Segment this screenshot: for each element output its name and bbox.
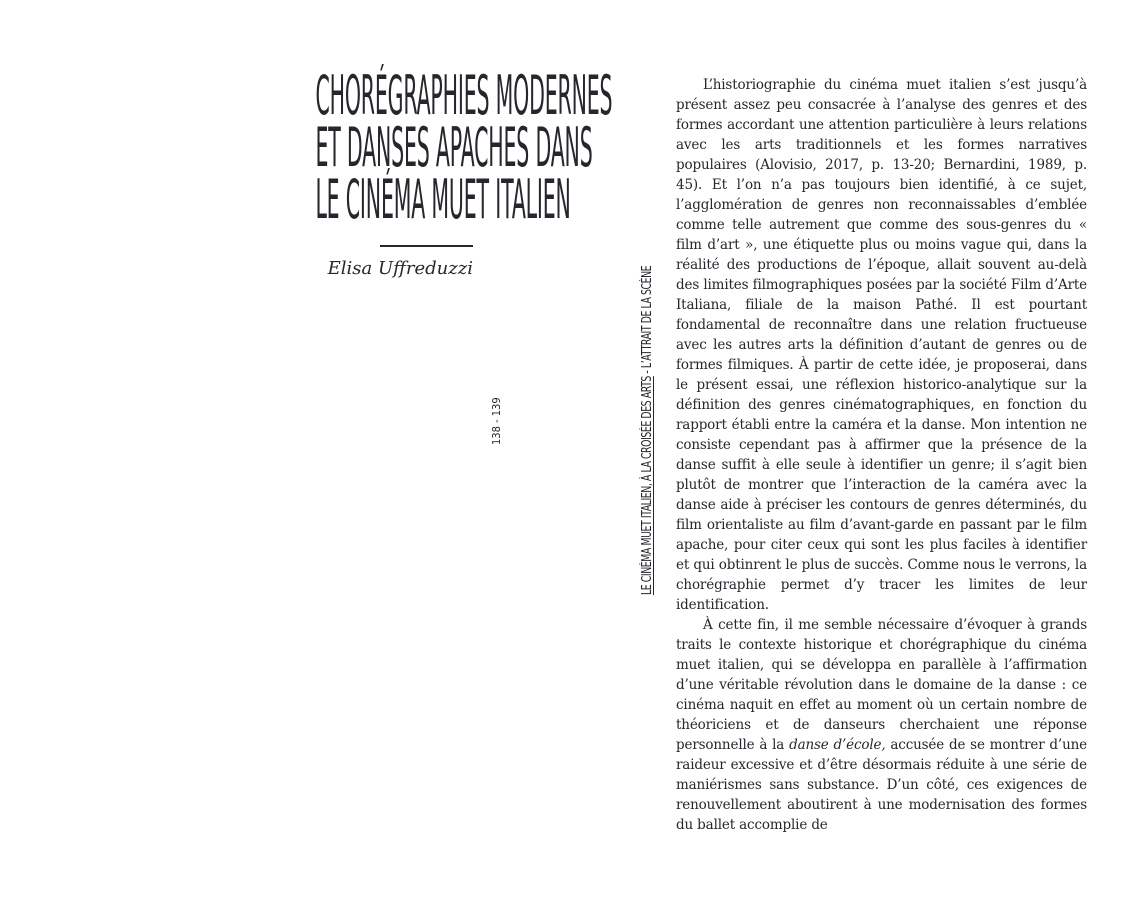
- page-numbers: 138 - 139: [490, 397, 503, 445]
- chapter-title-line-2: ET DANSES APACHES DANS: [315, 116, 593, 179]
- paragraph-2: [676, 615, 1087, 835]
- paragraph-2-text-b: accusée de se montrer d’une raideur excessive et d’être désormais réduite à une série de maniérismes sans substance. D’un côté, ces exigences de renouvellement aboutirent à une modernisation des formes du ballet accomplie de: [676, 737, 1087, 833]
- running-head: [640, 138, 656, 595]
- paragraph-1: L’historiographie du cinéma muet italien s’est jusqu’à présent assez peu consacrée à l’analyse des genres et des formes accordant une attention particulière à leurs relations avec les arts traditionnels et les formes narratives populaires (Alovisio, 2017, p. 13-20; Bernardini, 1989, p. 45). Et l’on n’a pas toujours bien identifié, à ce sujet, l’agglomération de genres non reconnaissables d’emblée comme telle autrement que comme des sous-genres du « film d’art », une étiquette plus ou moins vague qui, dans la réalité des productions de l’époque, allait souvent au-delà des limites filmographiques posées par la société Film d’Arte Italiana, filiale de la maison Pathé. Il est pourtant fondamental de reconnaître dans une relation fructueuse avec les autres arts la définition d’autant de genres ou de formes filmiques. À partir de cette idée, je proposerai, dans le présent essai, une réflexion historico-analytique sur la définition des genres cinématographiques, en fonction du rapport établi entre la caméra et la danse. Mon intention ne consiste cependant pas à affirmer que la présence de la danse suffit à elle seule à identifier un genre; il s’agit bien plutôt de montrer que l’interaction de la caméra avec la danse aide à préciser les contours de genres déterminés, du film orientaliste au film d’avant-garde en passant par le film apache, pour citer ceux qui sont les plus faciles à identifier et qui obtinrent le plus de succès. Comme nous le verrons, la chorégraphie permet d’y tracer les limites de leur identification.: [676, 77, 1087, 613]
- paragraph-2-italic: danse d’école,: [789, 737, 886, 753]
- chapter-title-line-1: CHORÉGRAPHIES MODERNES: [315, 64, 613, 127]
- running-head-book-title: LE CINÉMA MUET ITALIEN, À LA CROISÉE DES ARTS: [640, 376, 655, 595]
- body-text: [676, 75, 1087, 835]
- author-name: Elisa Uffreduzzi: [327, 258, 473, 279]
- paragraph-2-text-a: À cette fin, il me semble nécessaire d’évoquer à grands traits le contexte historique et chorégraphique du cinéma muet italien, qui se développa en parallèle à l’affirmation d’une véritable révolution dans le domaine de la danse : ce cinéma naquit en effet au moment où un certain nombre de théoriciens et de danseurs cherchaient une réponse personnelle à la: [676, 617, 1087, 753]
- title-divider: [380, 245, 473, 247]
- chapter-title: [60, 64, 613, 231]
- running-head-text: [640, 266, 655, 595]
- running-head-section: L’ATTRAIT DE LA SCÈNE: [640, 265, 655, 369]
- running-head-separator: -: [640, 368, 655, 377]
- chapter-title-line-3: LE CINÉMA MUET ITALIEN: [315, 168, 571, 231]
